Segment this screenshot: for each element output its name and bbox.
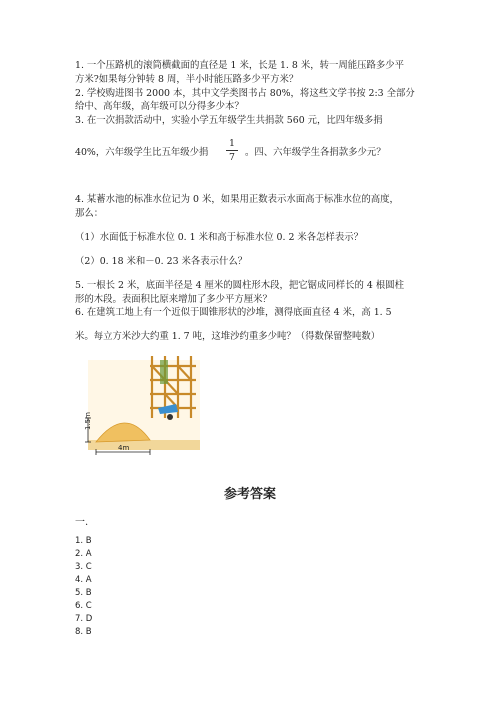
question-4-sub-1: （1）水面低于标准水位 0. 1 米和高于标准水位 0. 2 米各怎样表示？ — [75, 232, 364, 243]
question-5-line-2: 形的木段。表面积比原来增加了多少平方厘米？ — [75, 294, 272, 305]
diameter-label: 4m — [118, 444, 130, 452]
question-5-line-1: 5. 一根长 2 米，底面半径是 4 厘米的圆柱形木段，把它锯成同样长的 4 根圆柱 — [75, 280, 404, 291]
answer-item: 3. C — [75, 562, 92, 572]
height-label: 1.5m — [84, 412, 92, 430]
fraction-denominator: 7 — [229, 152, 235, 163]
answer-item: 6. C — [75, 601, 92, 611]
answer-title: 参考答案 — [223, 487, 276, 502]
question-4-line-1: 4. 某蓄水池的标准水位记为 0 米，如果用正数表示水面高于标准水位的高度， — [75, 194, 399, 205]
answer-item: 7. D — [75, 614, 93, 624]
question-6-line-2: 米。每立方米沙大约重 1. 7 吨，这堆沙约重多少吨？（得数保留整吨数） — [75, 331, 381, 342]
question-6-line-1: 6. 在建筑工地上有一个近似于圆锥形状的沙堆，测得底面直径 4 米，高 1. 5 — [75, 307, 392, 318]
question-3-line-1: 3. 在一次捐款活动中，实验小学五年级学生共捐款 560 元，比四年级多捐 — [75, 115, 383, 126]
answer-item: 4. A — [75, 575, 92, 585]
answer-item: 1. B — [75, 536, 92, 546]
fraction-numerator: 1 — [229, 138, 235, 149]
answer-item: 8. B — [75, 627, 92, 637]
question-1-line-2: 方米?如果每分钟转 8 周，半小时能压路多少平方米？ — [75, 74, 299, 85]
question-4-line-2: 那么： — [75, 208, 104, 219]
answer-item: 2. A — [75, 549, 92, 559]
question-3-line-2-prefix: 40%，六年级学生比五年级少捐 — [75, 147, 209, 158]
plant-icon — [160, 360, 168, 384]
answer-section-label: 一. — [75, 517, 89, 528]
question-2-line-1: 2. 学校购进图书 2000 本，其中文学类图书占 80%，将这些文学书按 2:3 全部分 — [75, 88, 415, 99]
question-4-sub-2: （2）0. 18 米和－0. 23 米各表示什么？ — [75, 256, 248, 267]
question-1-line-1: 1. 一个压路机的滚筒横截面的直径是 1 米，长是 1. 8 米，转一周能压路多少平 — [75, 60, 404, 71]
question-3-line-2-suffix: 。四、六年级学生各捐款多少元？ — [245, 147, 386, 158]
question-2-line-2: 给中、高年级，高年级可以分得多少本？ — [75, 101, 244, 112]
answer-item: 5. B — [75, 588, 92, 598]
